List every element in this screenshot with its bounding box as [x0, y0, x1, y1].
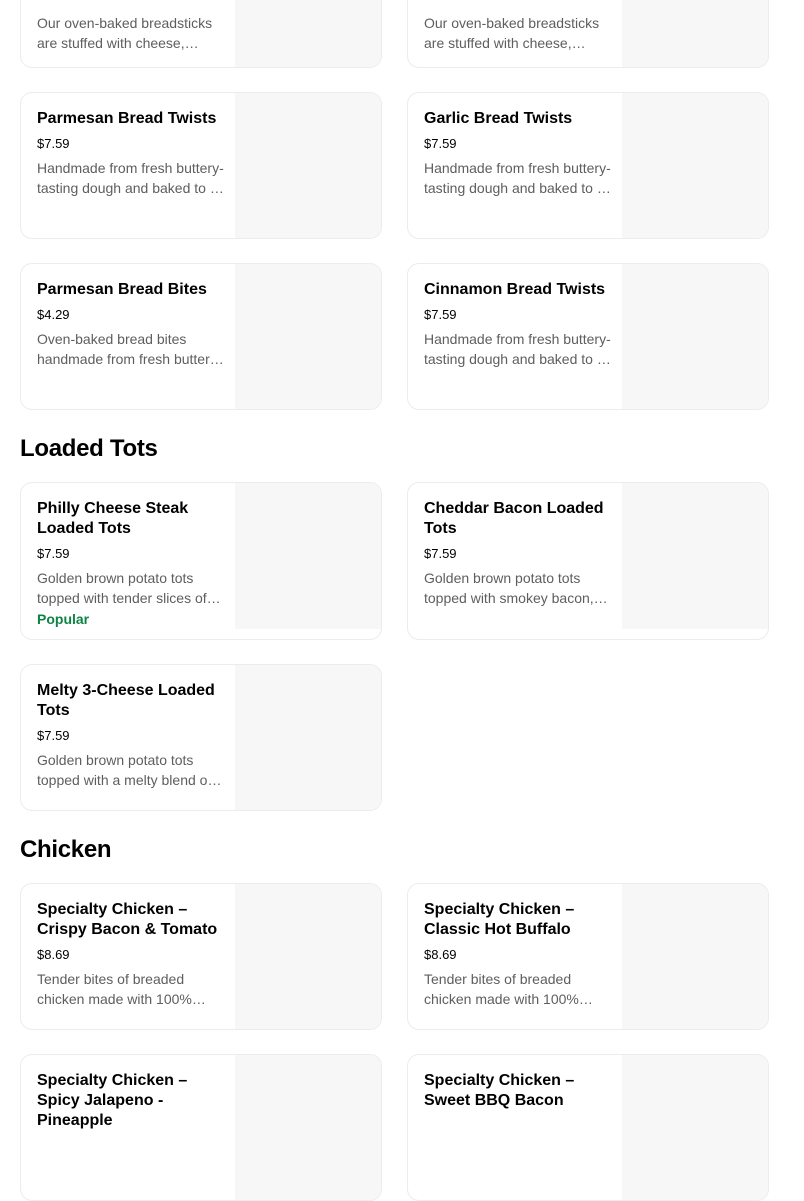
item-image [235, 884, 381, 1029]
item-description: Handmade from fresh buttery-tasting dough and baked to a [424, 331, 611, 367]
item-image [622, 884, 768, 1029]
item-price: $8.69 [424, 947, 457, 962]
menu-item-card[interactable] [20, 92, 382, 239]
item-description: Golden brown potato tots topped with a melty blend of [37, 752, 212, 788]
item-image [235, 0, 381, 67]
section-title-loaded-tots: Loaded Tots [20, 435, 158, 462]
item-description: Golden brown potato tots topped with tender slices of [37, 570, 207, 606]
menu-item-card[interactable] [407, 92, 769, 239]
item-image [622, 264, 768, 409]
item-image [622, 1055, 768, 1200]
popular-badge: Popular [37, 611, 90, 627]
item-name: Specialty Chicken – Spicy Jalapeno - Pineapple [37, 1072, 188, 1129]
item-price: $7.59 [424, 546, 457, 561]
item-name: Specialty Chicken – Classic Hot Buffalo [424, 901, 575, 938]
item-image [235, 1055, 381, 1200]
item-image [235, 93, 381, 238]
menu-item-card[interactable] [20, 482, 382, 640]
item-description: Golden brown potato tots topped with smokey bacon, [424, 570, 594, 606]
item-name: Specialty Chicken – Crispy Bacon & Tomato [37, 901, 218, 938]
item-price: $7.59 [424, 307, 457, 322]
menu-item-card[interactable] [20, 664, 382, 811]
menu-item-card[interactable] [407, 0, 769, 68]
item-description: Tender bites of breaded chicken made with 100% [37, 971, 192, 1007]
menu-item-card[interactable] [407, 1054, 769, 1201]
item-name: Cinnamon Bread Twists [424, 281, 606, 298]
item-description: Tender bites of breaded chicken made with 100% [424, 971, 579, 1007]
menu-item-card[interactable] [407, 883, 769, 1030]
item-name: Parmesan Bread Twists [37, 110, 217, 127]
item-price: $7.59 [37, 136, 70, 151]
item-image [622, 93, 768, 238]
item-description: Oven-baked bread bites handmade from fresh buttery- [37, 331, 222, 367]
menu-item-card[interactable] [20, 0, 382, 68]
item-name: Specialty Chicken – Sweet BBQ Bacon [424, 1072, 575, 1109]
menu-item-card[interactable] [20, 1054, 382, 1201]
section-title-chicken: Chicken [20, 836, 112, 863]
item-price: $8.69 [37, 947, 70, 962]
item-description: Handmade from fresh buttery-tasting dough and baked to a [424, 160, 611, 196]
item-name: Garlic Bread Twists [424, 110, 573, 127]
item-price: $4.29 [37, 307, 70, 322]
menu-item-card[interactable] [20, 263, 382, 410]
item-price: $7.59 [37, 546, 70, 561]
item-image [235, 665, 381, 810]
menu-item-card[interactable] [407, 263, 769, 410]
item-description: Our oven-baked breadsticks are stuffed with cheese, [37, 15, 213, 51]
item-description: Handmade from fresh buttery-tasting dough and baked to a [37, 160, 224, 196]
item-image [235, 264, 381, 409]
menu-item-card[interactable] [20, 883, 382, 1030]
item-name: Parmesan Bread Bites [37, 281, 207, 298]
item-image [622, 0, 768, 67]
menu-item-card[interactable] [407, 482, 769, 640]
item-image [235, 483, 381, 629]
item-description: Our oven-baked breadsticks are stuffed with cheese, [424, 15, 600, 51]
item-image [622, 483, 768, 629]
item-name: Melty 3-Cheese Loaded Tots [37, 682, 215, 719]
item-price: $7.59 [424, 136, 457, 151]
item-name: Philly Cheese Steak Loaded Tots [37, 500, 189, 537]
item-price: $7.59 [37, 728, 70, 743]
item-name: Cheddar Bacon Loaded Tots [424, 500, 604, 537]
